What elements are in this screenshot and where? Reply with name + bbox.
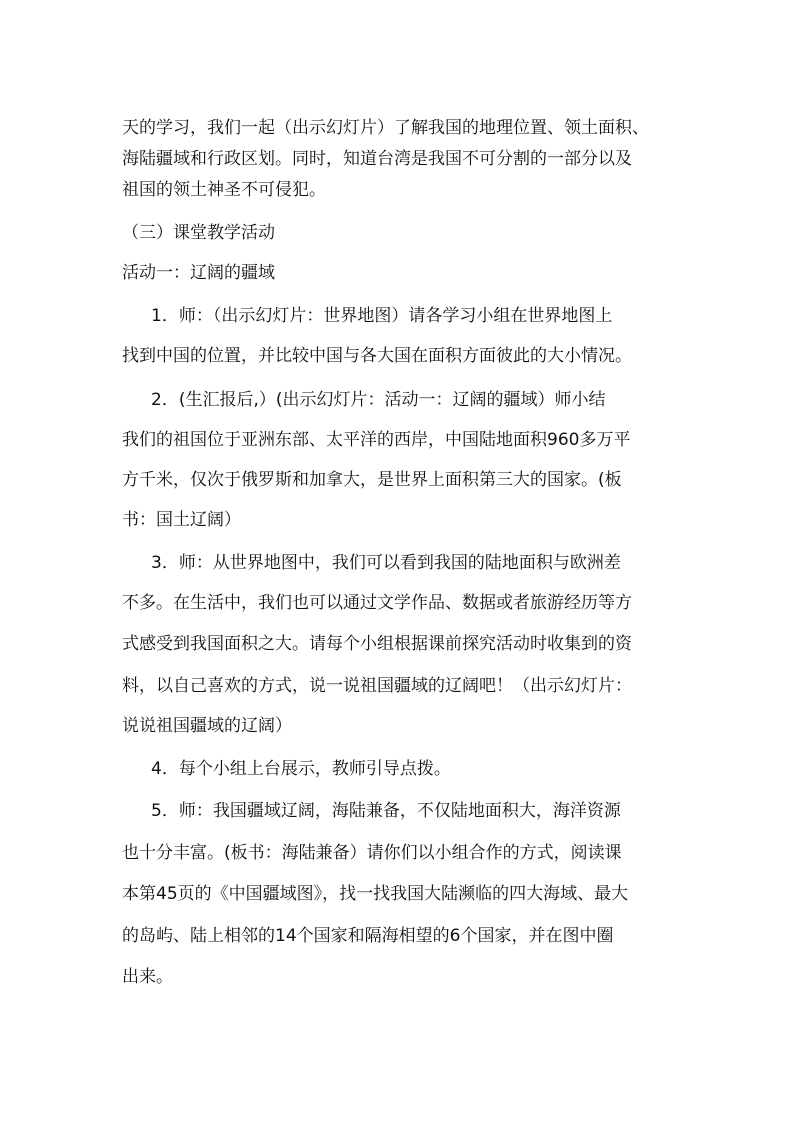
text-line-15: 料，以自己喜欢的方式，说一说祖国疆域的辽阔吧！（出示幻灯片：	[122, 676, 632, 696]
activity-heading: 活动一：辽阔的疆域	[122, 263, 275, 283]
text-line-7: 找到中国的位置，并比较中国与各大国在面积方面彼此的大小情况。	[122, 346, 632, 366]
text-line-1: 天的学习，我们一起（出示幻灯片）了解我国的地理位置、领土面积、	[122, 118, 649, 138]
text-line-2: 海陆疆域和行政区划。同时，知道台湾是我国不可分割的一部分以及	[122, 149, 632, 169]
text-line-6: 1．师：（出示幻灯片：世界地图）请各学习小组在世界地图上	[151, 306, 613, 326]
text-line-10: 方千米，仅次于俄罗斯和加拿大，是世界上面积第三大的国家。(板	[122, 470, 622, 490]
text-line-9: 我们的祖国位于亚洲东部、太平洋的西岸，中国陆地面积960多万平	[122, 430, 631, 450]
text-line-8: 2．(生汇报后,）(出示幻灯片：活动一：辽阔的疆域）师小结	[151, 390, 606, 410]
text-line-19: 也十分丰富。(板书：海陆兼备）请你们以小组合作的方式，阅读课	[122, 843, 622, 863]
text-line-20: 本第45页的《中国疆域图》，找一找我国大陆濒临的四大海域、最大	[122, 884, 629, 904]
text-line-16: 说说祖国疆域的辽阔）	[122, 716, 292, 736]
text-line-17: 4．每个小组上台展示，教师引导点拨。	[151, 759, 451, 779]
text-line-14: 式感受到我国面积之大。请每个小组根据课前探究活动时收集到的资	[122, 634, 632, 654]
text-line-18: 5．师：我国疆域辽阔，海陆兼备，不仅陆地面积大，海洋资源	[151, 801, 621, 821]
text-line-21: 的岛屿、陆上相邻的14个国家和隔海相望的6个国家，并在图中圈	[122, 926, 614, 946]
section-heading: （三）课堂教学活动	[122, 223, 275, 243]
text-line-22: 出来。	[122, 967, 173, 987]
text-line-11: 书：国土辽阔）	[122, 510, 241, 530]
text-line-13: 不多。在生活中，我们也可以通过文学作品、数据或者旅游经历等方	[122, 593, 632, 613]
text-line-12: 3．师：从世界地图中，我们可以看到我国的陆地面积与欧洲差	[151, 553, 621, 573]
text-line-3: 祖国的领土神圣不可侵犯。	[122, 180, 326, 200]
